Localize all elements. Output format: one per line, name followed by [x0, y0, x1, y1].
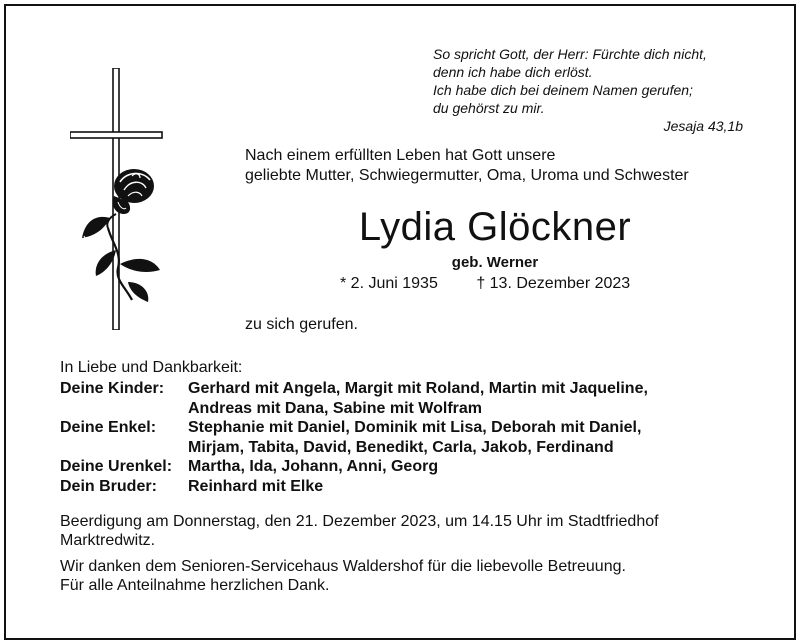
birth-date: * 2. Juni 1935 [340, 275, 438, 292]
quote-line: Ich habe dich bei deinem Namen gerufen; [433, 82, 693, 98]
relative-row [60, 477, 648, 497]
funeral-line: Marktredwitz. [60, 532, 156, 549]
quote-line: du gehörst zu mir. [433, 100, 545, 116]
relative-row [60, 418, 648, 438]
mourners-lead: In Liebe und Dankbarkeit: [60, 359, 243, 376]
relative-role: Deine Enkel: [60, 419, 157, 436]
intro-text [245, 146, 689, 186]
intro-line: geliebte Mutter, Schwiegermutter, Oma, Uroma und Schwester [245, 167, 689, 184]
relative-role: Deine Kinder: [60, 380, 165, 397]
mourners-section [60, 358, 648, 496]
relative-names: Stephanie mit Daniel, Dominik mit Lisa, Deborah mit Daniel, [188, 419, 642, 436]
life-dates [340, 275, 630, 293]
bible-quote [433, 45, 743, 135]
relative-names: Martha, Ida, Johann, Anni, Georg [188, 458, 439, 475]
quote-line: denn ich habe dich erlöst. [433, 64, 593, 80]
outro-text: zu sich gerufen. [245, 316, 358, 333]
relatives-table [60, 379, 648, 496]
relative-row [60, 379, 648, 399]
intro-line: Nach einem erfüllten Leben hat Gott unsere [245, 147, 556, 164]
relative-row [60, 399, 648, 419]
relative-role: Deine Urenkel: [60, 458, 173, 475]
thanks-line: Wir danken dem Senioren-Servicehaus Waldershof für die liebevolle Betreuung. [60, 558, 626, 575]
relative-names: Reinhard mit Elke [188, 477, 324, 495]
quote-reference: Jesaja 43,1b [663, 118, 743, 134]
relative-names: Mirjam, Tabita, David, Benedikt, Carla, Jakob, Ferdinand [188, 438, 614, 456]
death-date: † 13. Dezember 2023 [476, 275, 631, 292]
relative-names: Andreas mit Dana, Sabine mit Wolfram [188, 399, 482, 417]
funeral-line: Beerdigung am Donnerstag, den 21. Dezember 2023, um 14.15 Uhr im Stadtfriedhof [60, 513, 659, 530]
relative-names: Gerhard mit Angela, Margit mit Roland, Martin mit Jaqueline, [188, 380, 648, 397]
footer-text [60, 512, 760, 595]
quote-line: So spricht Gott, der Herr: Fürchte dich nicht, [433, 46, 707, 62]
thanks-line: Für alle Anteilnahme herzlichen Dank. [60, 577, 330, 594]
relative-row [60, 457, 648, 477]
deceased-name: Lydia Glöckner [358, 205, 632, 249]
birth-name: geb. Werner [451, 254, 539, 271]
relative-row [60, 438, 648, 458]
relative-role: Dein Bruder: [60, 477, 157, 495]
cross-with-rose-icon [70, 68, 170, 330]
